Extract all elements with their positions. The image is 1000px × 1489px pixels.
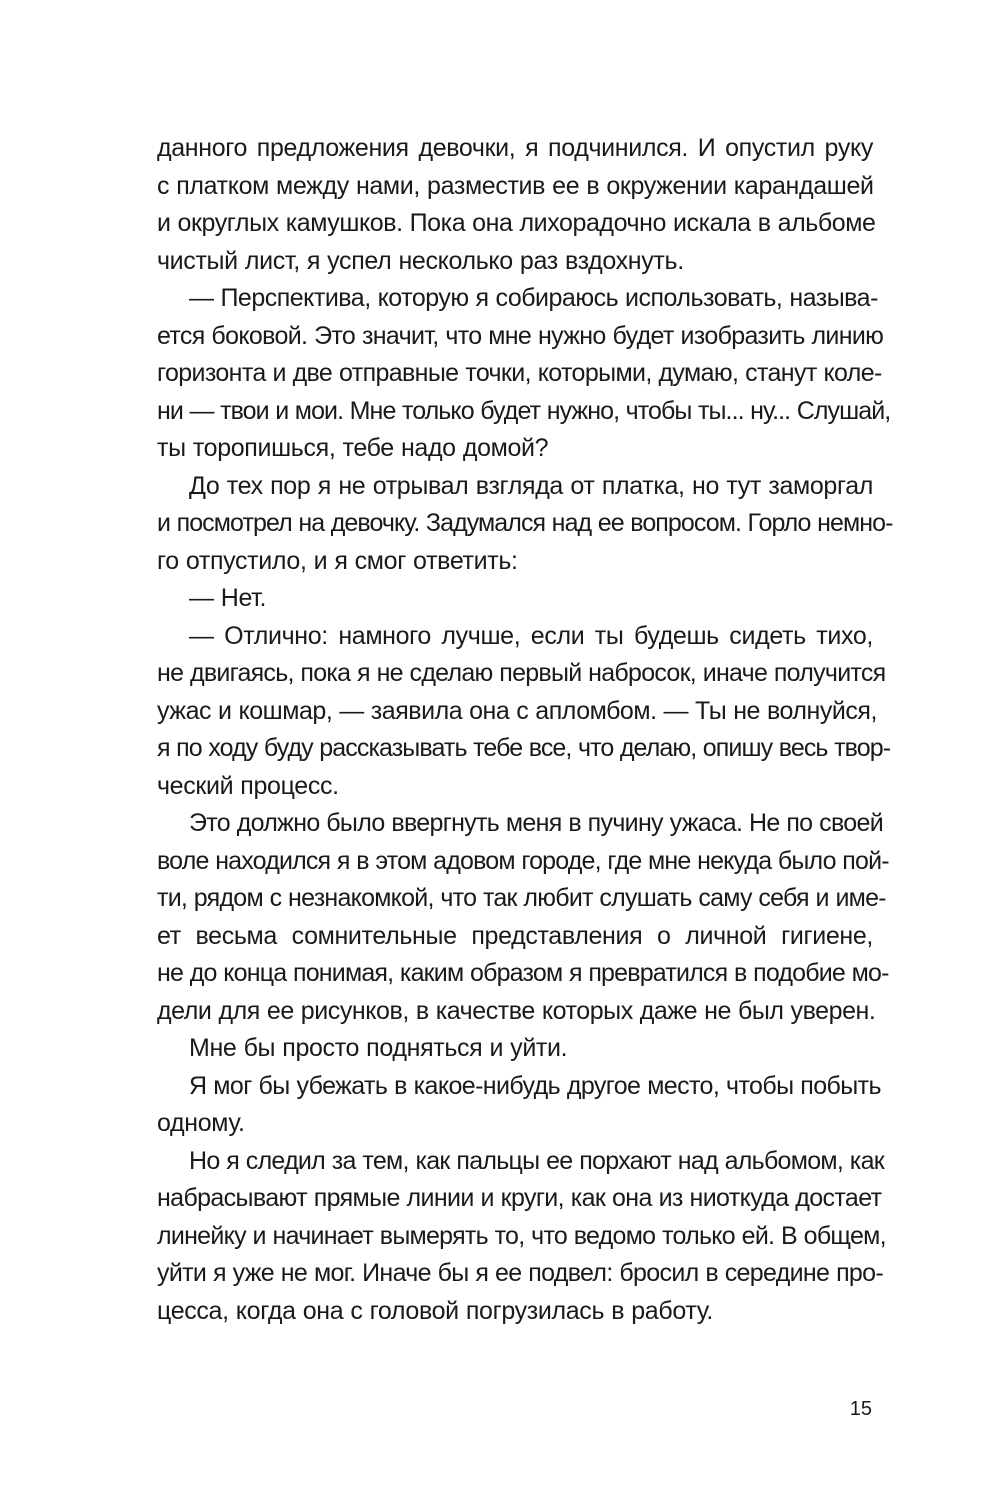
text-line: воле находился я в этом адовом городе, где мне некуда было пой- — [157, 846, 889, 875]
text-line: До тех пор я не отрывал взгляда от платка, но тут заморгал — [189, 471, 873, 500]
text-line: го отпустило, и я смог ответить: — [157, 546, 518, 575]
paragraph — [157, 1068, 881, 1143]
text-line: чистый лист, я успел несколько раз вздохнуть. — [157, 246, 684, 275]
text-line: дели для ее рисунков, в качестве которых даже не был уверен. — [157, 996, 876, 1025]
paragraph — [157, 805, 889, 1030]
text-line: ческий процесс. — [157, 771, 339, 800]
text-line: не двигаясь, пока я не сделаю первый набросок, иначе получится — [157, 659, 886, 687]
text-line: ни — твои и мои. Мне только будет нужно, чтобы ты... ну... Слушай, — [157, 396, 891, 425]
text-line: ужас и кошмар, — заявила она с апломбом. — Ты не волнуйся, — [157, 696, 877, 725]
text-line: ется боковой. Это значит, что мне нужно будет изобразить линию — [157, 321, 884, 350]
text-line: — Отлично: намного лучше, если ты будешь сидеть тихо, — [189, 621, 873, 650]
page-number: 15 — [849, 1398, 872, 1420]
page-body — [157, 130, 893, 1330]
text-line: горизонта и две отправные точки, которыми, думаю, станут коле- — [157, 359, 882, 387]
text-line: ты торопишься, тебе надо домой? — [157, 434, 549, 462]
text-line: одному. — [157, 1109, 245, 1137]
text-line: линейку и начинает вымерять то, что ведомо только ей. В общем, — [157, 1221, 886, 1250]
paragraph — [157, 280, 891, 468]
text-line: и округлых камушков. Пока она лихорадочно искала в альбоме — [157, 209, 876, 237]
paragraph — [157, 1143, 886, 1331]
text-line: Я мог бы убежать в какое-нибудь другое место, чтобы побыть — [189, 1071, 881, 1100]
text-line: ти, рядом с незнакомкой, что так любит слушать саму себя и име- — [157, 884, 886, 912]
text-line: набрасывают прямые линии и круги, как она из ниоткуда достает — [157, 1184, 882, 1212]
text-line: и посмотрел на девочку. Задумался над ее вопросом. Горло немно- — [157, 509, 893, 537]
text-line: данного предложения девочки, я подчинился. И опустил руку — [157, 134, 873, 162]
paragraph — [157, 468, 893, 581]
text-line: ет весьма сомнительные представления о личной гигиене, — [157, 921, 873, 950]
text-line: — Нет. — [189, 584, 267, 612]
text-line: уйти я уже не мог. Иначе бы я ее подвел: бросил в середине про- — [157, 1259, 884, 1287]
text-line: — Перспектива, которую я собираюсь использовать, называ- — [189, 284, 878, 312]
paragraph — [157, 618, 891, 806]
text-line: я по ходу буду рассказывать тебе все, что делаю, опишу весь твор- — [157, 734, 891, 762]
text-line: с платком между нами, разместив ее в окружении карандашей — [157, 171, 874, 200]
paragraph — [157, 580, 873, 618]
paragraph — [157, 1030, 873, 1068]
text-line: цесса, когда она с головой погрузилась в работу. — [157, 1296, 713, 1325]
paragraph — [157, 130, 876, 280]
text-line: Мне бы просто подняться и уйти. — [189, 1034, 568, 1062]
text-line: не до конца понимая, каким образом я превратился в подобие мо- — [157, 959, 889, 987]
text-line: Но я следил за тем, как пальцы ее порхают над альбомом, как — [189, 1146, 884, 1175]
text-line: Это должно было ввергнуть меня в пучину ужаса. Не по своей — [189, 809, 883, 837]
